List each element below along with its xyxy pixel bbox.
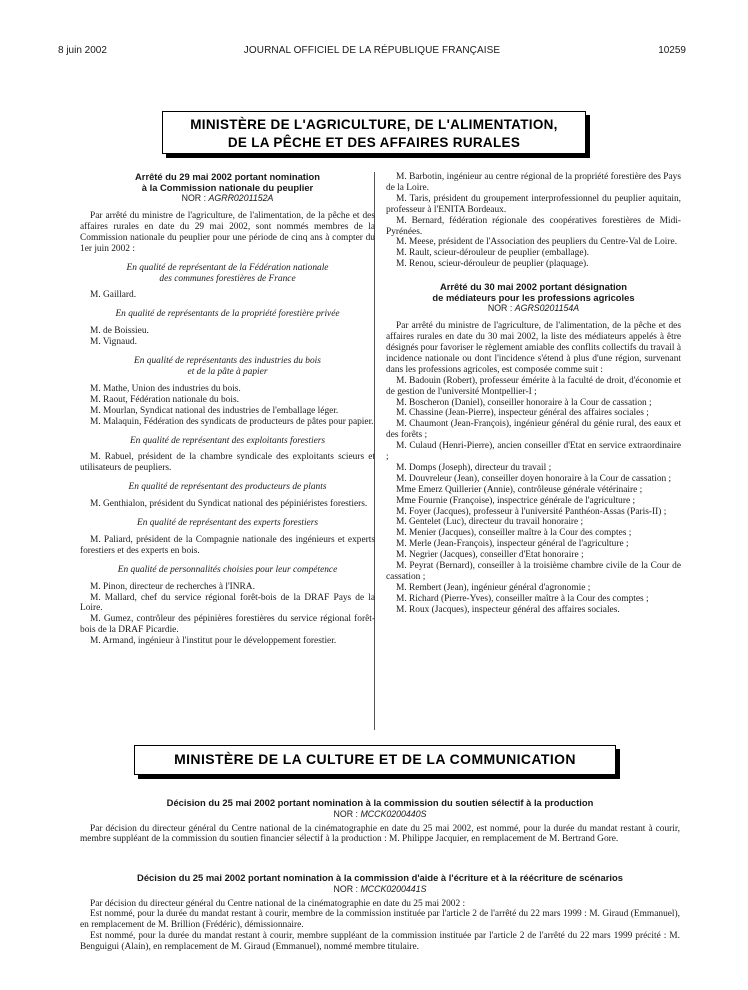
mediator-line: M. Domps (Joseph), directeur du travail ; bbox=[396, 462, 552, 473]
nor-label: NOR : bbox=[487, 303, 513, 314]
arrete1-intro: Par arrêté du ministre de l'agriculture, de l'alimentation, de la pêche et des affaires rurales en date du 29 mai 2002, sont nommés membres de la Commission nationale du peuplier pour une période de cinq ans à compter du 1er juin 2002 : bbox=[80, 211, 375, 254]
decision2-paragraph: Est nommé, pour la durée du mandat restant à courir, membre de la commission instituée par l'article 2 de l'arrêté du 22 mars 1999 : M. Giraud (Emmanuel), en remplacement de M. Brillion (Frédéric), démissionnaire. bbox=[80, 909, 680, 931]
member-line: M. Malaquin, Fédération des syndicats de producteurs de pâtes pour papier. bbox=[90, 416, 374, 427]
group-caption: En qualité de représentants de la propriété forestière privée bbox=[115, 309, 340, 320]
nor-code: MCCK0200441S bbox=[360, 883, 427, 894]
mediator-line: M. Negrier (Jacques), conseiller d'Etat honoraire ; bbox=[396, 550, 584, 561]
arrete2-nor bbox=[386, 303, 681, 314]
ministry-agriculture-line2: DE LA PÊCHE ET DES AFFAIRES RURALES bbox=[227, 135, 521, 150]
member-line: M. Armand, ingénieur à l'institut pour le développement forestier. bbox=[90, 636, 337, 647]
member-line: M. Bernard, fédération régionale des coopératives forestières de Midi-Pyrénées. bbox=[386, 215, 681, 237]
group-caption-line: et de la pâte à papier bbox=[187, 366, 268, 377]
decision1-section bbox=[80, 798, 680, 845]
member-line: M. Mathe, Union des industries du bois. bbox=[90, 383, 241, 394]
arrete2-title bbox=[386, 282, 681, 303]
group-caption: En qualité de représentant des producteurs de plants bbox=[128, 482, 327, 493]
header-page-number: 10259 bbox=[658, 45, 686, 56]
mediator-line: M. Rembert (Jean), ingénieur général d'agronomie ; bbox=[396, 582, 591, 593]
decision1-nor bbox=[80, 809, 680, 820]
arrete2-title-line2: de médiateurs pour les professions agricoles bbox=[432, 291, 635, 303]
group-producteurs bbox=[80, 482, 375, 510]
header-date: 8 juin 2002 bbox=[58, 45, 107, 56]
member-line: M. Mallard, chef du service régional forêt-bois de la DRAF Pays de la Loire. bbox=[80, 592, 375, 614]
decision1-body: Par décision du directeur général du Centre national de la cinématographie en date du 25 mai 2002, est nommé, pour la durée du mandat restant à courir, membre suppléant de la commission du soutien financier sélectif à la production : M. Philippe Jacquier, en remplacement de M. Bertrand Gore. bbox=[80, 823, 680, 845]
group-caption: En qualité de personnalités choisies pour leur compétence bbox=[117, 564, 338, 575]
mediator-line: M. Douvreleur (Jean), conseiller doyen honoraire à la Cour de cassation ; bbox=[396, 473, 672, 484]
member-line: M. de Boissieu. bbox=[90, 326, 149, 337]
ministry-agriculture-box bbox=[162, 111, 586, 154]
right-column bbox=[386, 172, 681, 616]
member-line: M. Pinon, directeur de recherches à l'INRA. bbox=[90, 581, 255, 592]
arrete1-nor bbox=[80, 193, 375, 204]
ministry-culture-line1: MINISTÈRE DE LA CULTURE ET DE LA COMMUNICATION bbox=[174, 751, 576, 767]
group-federation bbox=[80, 263, 375, 302]
member-line: M. Paliard, président de la Compagnie nationale des ingénieurs et experts forestiers et des experts en bois. bbox=[80, 534, 375, 556]
mediator-line: M. Chaumont (Jean-François), ingénieur général du génie rural, des eaux et des forêts ; bbox=[386, 419, 681, 441]
member-line: M. Mourlan, Syndicat national des industries de l'emballage léger. bbox=[90, 405, 339, 416]
member-line: M. Rabuel, président de la chambre syndicale des exploitants scieurs et utilisateurs de peupliers. bbox=[80, 452, 375, 474]
ministry-agriculture-line1: MINISTÈRE DE L'AGRICULTURE, DE L'ALIMENTATION, bbox=[190, 117, 558, 132]
group-caption bbox=[80, 263, 375, 285]
mediator-line: M. Culaud (Henri-Pierre), ancien conseiller d'Etat en service extraordinaire ; bbox=[386, 441, 681, 463]
member-line: M. Vignaud. bbox=[90, 337, 137, 348]
decision1-title: Décision du 25 mai 2002 portant nomination à la commission du soutien sélectif à la production bbox=[166, 797, 594, 808]
mediator-line: M. Merle (Jean-François), inspecteur général de l'agriculture ; bbox=[396, 539, 629, 550]
group-caption-line: En qualité de représentants des industries du bois bbox=[134, 356, 321, 367]
mediator-line: M. Peyrat (Bernard), conseiller à la troisième chambre civile de la Cour de cassation ; bbox=[386, 561, 681, 582]
member-line: M. Rault, scieur-dérouleur de peuplier (emballage). bbox=[396, 248, 589, 259]
decision2-paragraph: Est nommé, pour la durée du mandat restant à courir, membre suppléant de la commission instituée par l'article 2 de l'arrêté du 22 mars 1999 précité : M. Benguigui (Alain), en remplacement de M. Giraud (Emmanuel), nommé membre titulaire. bbox=[80, 931, 680, 953]
group-caption bbox=[80, 356, 375, 378]
nor-code: AGRS0201154A bbox=[514, 303, 580, 314]
group-experts bbox=[80, 518, 375, 557]
running-header bbox=[58, 44, 686, 58]
ministry-culture-box bbox=[134, 745, 616, 775]
group-caption: En qualité de représentant des experts forestiers bbox=[136, 518, 319, 529]
group-industries bbox=[80, 356, 375, 427]
member-line: M. Gumez, contrôleur des pépinières forestières du service régional forêt-bois de la DRAF Picardie. bbox=[80, 614, 375, 636]
header-journal-title: JOURNAL OFFICIEL DE LA RÉPUBLIQUE FRANÇAISE bbox=[243, 45, 501, 56]
nor-label: NOR : bbox=[333, 883, 358, 894]
group-caption-line: En qualité de représentant de la Fédération nationale bbox=[126, 262, 329, 273]
group-caption-line: des communes forestières de France bbox=[159, 273, 296, 284]
mediator-line: M. Richard (Pierre-Yves), conseiller maître à la Cour des comptes ; bbox=[396, 593, 649, 604]
member-line: M. Barbotin, ingénieur au centre régional de la propriété forestière des Pays de la Loire. bbox=[386, 172, 681, 193]
mediator-line: M. Menier (Jacques), conseiller maître à la Cour des comptes ; bbox=[396, 528, 632, 539]
group-personnalites bbox=[80, 565, 375, 647]
left-column bbox=[80, 172, 375, 647]
member-line: M. Renou, scieur-dérouleur de peuplier (plaquage). bbox=[396, 259, 589, 270]
member-line: M. Taris, président du groupement interprofessionnel du peuplier aquitain, professeur à l'ENITA Bordeaux. bbox=[386, 193, 681, 215]
decision2-paragraph: Par décision du directeur général du Centre national de la cinématographie en date du 25 mai 2002 : bbox=[90, 898, 466, 909]
nor-label: NOR : bbox=[181, 193, 207, 203]
arrete1-title-line2: à la Commission nationale du peuplier bbox=[141, 181, 314, 193]
mediator-line: M. Chassine (Jean-Pierre), inspecteur général des affaires sociales ; bbox=[396, 408, 649, 419]
member-line: M. Gaillard. bbox=[90, 290, 137, 301]
arrete1-title-line1: Arrêté du 29 mai 2002 portant nomination bbox=[135, 171, 320, 182]
nor-code: MCCK0200440S bbox=[360, 808, 427, 819]
mediator-line: Mme Emerz Quillerier (Annie), contrôleuse générale vétérinaire ; bbox=[396, 484, 643, 495]
arrete2-title-line1: Arrêté du 30 mai 2002 portant désignation bbox=[439, 281, 628, 293]
member-line: M. Meese, président de l'Association des peupliers du Centre-Val de Loire. bbox=[396, 237, 678, 248]
group-propriete bbox=[80, 309, 375, 348]
nor-label: NOR : bbox=[333, 808, 358, 819]
decision2-nor bbox=[80, 884, 680, 895]
mediator-line: Mme Fournie (Françoise), inspectrice générale de l'agriculture ; bbox=[396, 495, 636, 506]
mediator-line: M. Boscheron (Daniel), conseiller honoraire à la Cour de cassation ; bbox=[396, 397, 652, 408]
mediator-line: M. Gentelet (Luc), directeur du travail honoraire ; bbox=[396, 517, 584, 528]
mediator-line: M. Roux (Jacques), inspecteur général des affaires sociales. bbox=[396, 604, 620, 615]
decision2-title: Décision du 25 mai 2002 portant nomination à la commission d'aide à l'écriture et à la réécriture de scénarios bbox=[137, 872, 623, 883]
group-caption: En qualité de représentant des exploitants forestiers bbox=[129, 435, 326, 446]
mediator-line: M. Badouin (Robert), professeur émérite à la faculté de droit, d'économie et de gestion de l'université Montpellier-I ; bbox=[386, 375, 681, 397]
arrete2-intro: Par arrêté du ministre de l'agriculture, de l'alimentation, de la pêche et des affaires rurales en date du 30 mai 2002, la liste des médiateurs appelés à être désignés pour favoriser le règlement amiable des conflits collectifs du travail à incidence nationale ou dont l'incidence s'étend à plus d'une région, survenant dans les professions agricoles, est composée comme suit : bbox=[386, 321, 681, 375]
member-line: M. Raout, Fédération nationale du bois. bbox=[90, 394, 239, 405]
arrete1-title bbox=[80, 172, 375, 193]
group-exploitants bbox=[80, 436, 375, 475]
mediator-line: M. Foyer (Jacques), professeur à l'université Panthéon-Assas (Paris-II) ; bbox=[396, 506, 667, 517]
nor-code: AGRR0201152A bbox=[208, 193, 274, 203]
member-line: M. Genthialon, président du Syndicat national des pépiniéristes forestiers. bbox=[90, 499, 368, 510]
decision2-section bbox=[80, 873, 680, 953]
